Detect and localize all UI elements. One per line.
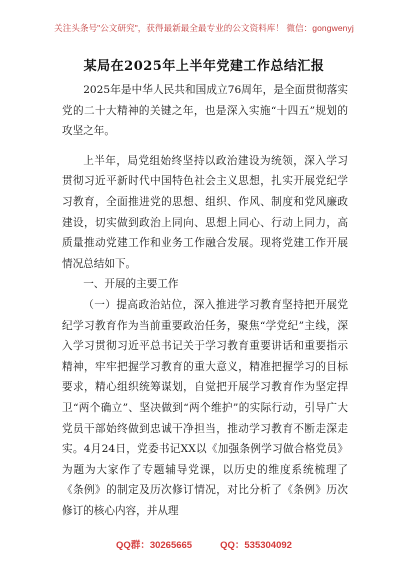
contact-footer xyxy=(0,537,408,551)
qq-number: QQ：535304092 xyxy=(220,540,292,551)
document-title: 某局在2025年上半年党建工作总结汇报 xyxy=(83,59,325,74)
section-heading: 一、开展的主要工作 xyxy=(83,278,179,291)
qq-group-number: QQ群：30265665 xyxy=(116,540,193,551)
document-body xyxy=(62,80,348,521)
paragraph-section-1: （一）提高政治站位，深入推进学习教育坚持把开展党纪学习教育作为当前重要政治任务，聚焦“学党纪”主线，深入学习贯彻习近平总书记关于学习教育重要讲话和重要指示精神，牢牢把握学习教育的重大意义，精准把握学习的目标要求，精心组织统筹谋划，自觉把开展学习教育作为坚定捍卫“两个确立”、坚决做到“两个维护”的实际行动，引导广大党员干部始终做到忠诚干净担当，推动学习教育不断走深走实。4月24日，党委书记XX以《加强条例学习做合格党员》为题为大家作了专题辅导党课，以历史的维度系统梳理了《条例》的制定及历次修订情况，对比分析了《条例》历次修订的核心内容，并从理 xyxy=(62,298,348,517)
promo-banner: 关注头条号"公文研究"，获得最新最全最专业的公文资料库！ 微信：gongwenyj xyxy=(54,23,354,33)
paragraph-intro: 2025年是中华人民共和国成立76周年，是全面贯彻落实党的二十大精神的关键之年，也是深入实施“十四五”规划的攻坚之年。 xyxy=(62,84,348,138)
paragraph-summary: 上半年，局党组始终坚持以政治建设为统领，深入学习贯彻习近平新时代中国特色社会主义思想，扎实开展党纪学习教育，全面推进党的思想、组织、作风、制度和党风廉政建设，切实做到政治上同向、思想上同心、行动上同力，高质量推动党建工作和业务工作融合发展。现将党建工作开展情况总结如下。 xyxy=(62,154,348,270)
